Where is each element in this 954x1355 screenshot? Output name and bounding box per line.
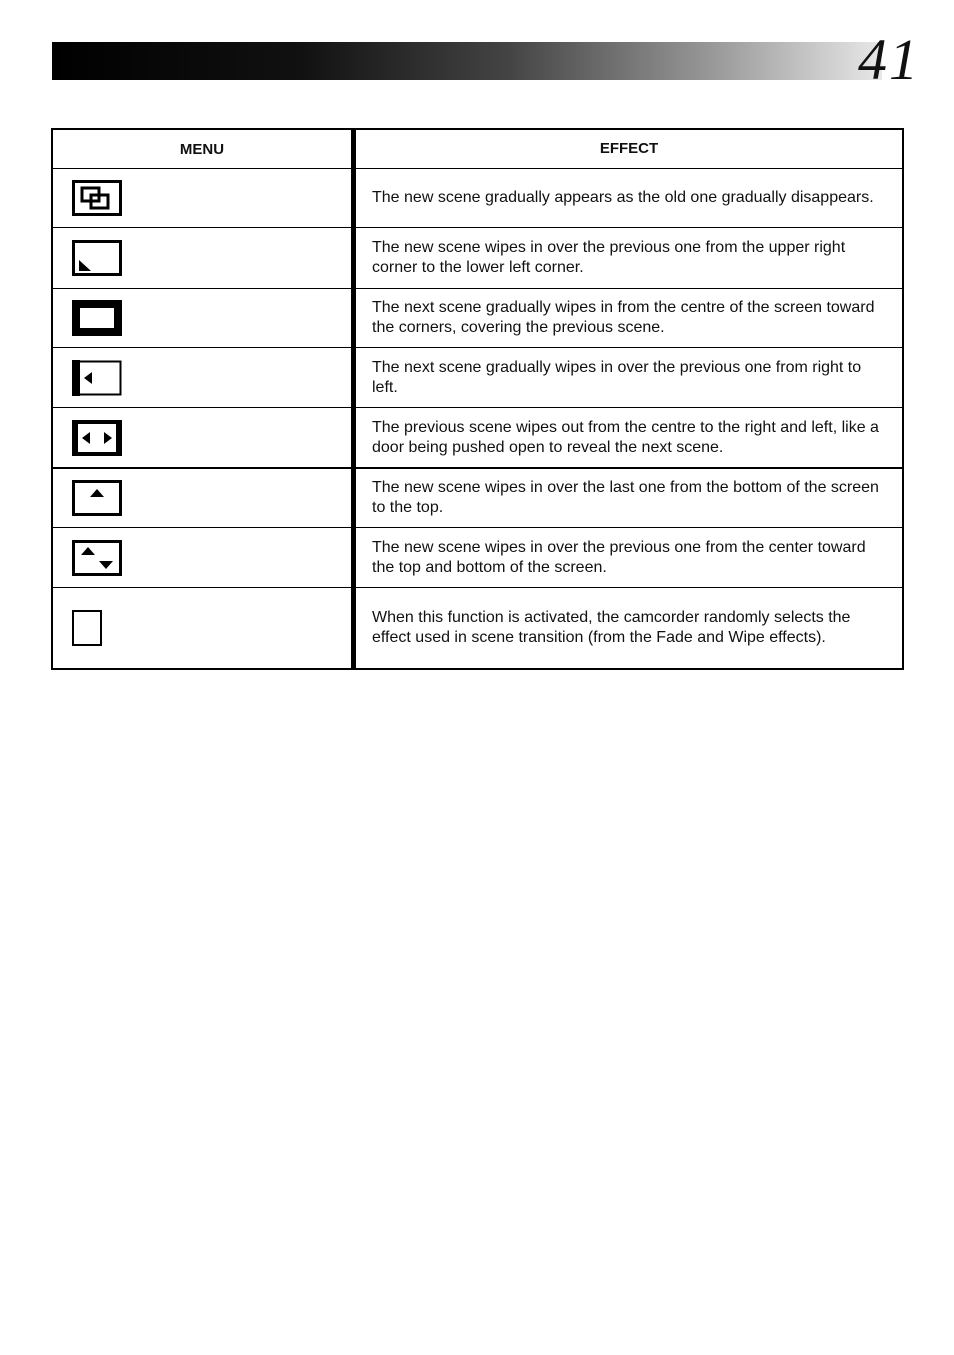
table-row bbox=[53, 288, 902, 347]
random-wipe-icon bbox=[72, 610, 102, 646]
effect-description: When this function is activated, the camcorder randomly selects the effect used in scene transition (from the Fade and Wipe effects). bbox=[372, 609, 851, 646]
table-row bbox=[53, 587, 902, 668]
table-row bbox=[53, 467, 902, 527]
effect-column-header: EFFECT bbox=[599, 140, 659, 157]
wipe-fade-effects-table bbox=[51, 128, 904, 670]
table-row bbox=[53, 168, 902, 227]
table-header-row bbox=[53, 130, 902, 168]
menu-column-header: MENU bbox=[53, 130, 356, 168]
table-row bbox=[53, 347, 902, 407]
door-wipe-icon bbox=[72, 420, 122, 456]
table-row bbox=[53, 227, 902, 288]
shutter-wipe-icon bbox=[72, 540, 122, 576]
effect-description: The new scene wipes in over the last one from the bottom of the screen to the top. bbox=[372, 479, 879, 516]
scroll-up-wipe-icon bbox=[72, 480, 122, 516]
window-wipe-icon bbox=[72, 300, 122, 336]
slide-left-wipe-icon bbox=[72, 360, 122, 396]
effect-description: The next scene gradually wipes in from the centre of the screen toward the corners, covering the previous scene. bbox=[372, 299, 875, 336]
header-gradient-bar bbox=[52, 42, 882, 80]
table-row bbox=[53, 407, 902, 467]
effect-description: The next scene gradually wipes in over the previous one from right to left. bbox=[372, 358, 862, 396]
page-number: 41 bbox=[858, 27, 920, 92]
effect-description: The new scene wipes in over the previous one from the upper right corner to the lower left corner. bbox=[372, 239, 846, 276]
fade-overlap-squares-icon bbox=[72, 180, 122, 216]
table-row bbox=[53, 527, 902, 587]
corner-wipe-icon bbox=[72, 240, 122, 276]
effect-description: The new scene gradually appears as the old one gradually disappears. bbox=[372, 189, 874, 206]
effect-description: The previous scene wipes out from the centre to the right and left, like a door being pushed open to reveal the next scene. bbox=[372, 418, 879, 456]
effect-description: The new scene wipes in over the previous one from the center toward the top and bottom of the screen. bbox=[372, 538, 866, 576]
